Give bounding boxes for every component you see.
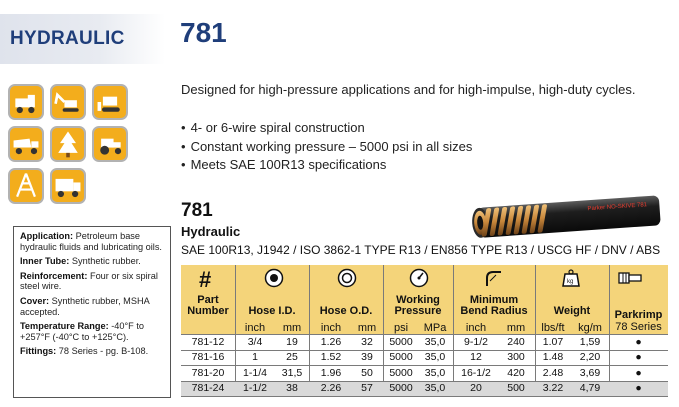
table-row [181, 381, 668, 397]
standards-line: SAE 100R13, J1942 / ISO 3862-1 TYPE R13 / EN856 TYPE R13 / USCG HF / DNV / ABS [181, 243, 661, 257]
table-cell: 1.48 [542, 351, 564, 363]
table-cell: 16-1/2 [461, 366, 491, 379]
specifications-box [13, 226, 171, 398]
table-cell: 9-1/2 [464, 335, 488, 348]
pressure-gauge-icon [409, 268, 429, 288]
col-bend-radius-title [453, 295, 535, 317]
hash-icon: # [199, 267, 212, 292]
table-cell: 3.22 [542, 382, 564, 394]
feature-item: • Constant working pressure – 5000 psi in all sizes [181, 138, 472, 157]
col-title-line: Pressure [394, 305, 442, 317]
row-divider [181, 365, 668, 366]
garbage-truck-icon [50, 168, 86, 204]
col-title-line: Working [396, 294, 440, 306]
table-cell: ● [635, 335, 642, 348]
table-cell: 20 [470, 382, 482, 394]
table-cell: 19 [286, 335, 298, 348]
row-divider [181, 396, 668, 397]
spec-label: Application: [20, 231, 74, 241]
svg-text:kg: kg [567, 279, 574, 285]
table-cell: 32 [361, 335, 373, 348]
category-label: HYDRAULIC [10, 28, 125, 49]
weight-icon [561, 268, 581, 288]
table-cell: 781-24 [191, 382, 225, 394]
table-header [181, 265, 668, 334]
hose-image [466, 192, 661, 242]
unit-label: mm [282, 322, 302, 334]
unit-label: MPa [423, 322, 447, 334]
unit-label: inch [244, 322, 266, 334]
bulldozer-icon [92, 84, 128, 120]
table-cell: 781-20 [191, 366, 225, 379]
construction-truck-icon [8, 84, 44, 120]
table-cell: ● [635, 382, 642, 394]
table-cell: 35,0 [424, 382, 446, 394]
unit-label: inch [320, 322, 342, 334]
spec-value: 78 Series - pg. B-108. [58, 346, 149, 357]
table-cell: 1-1/4 [243, 366, 267, 379]
table-cell: 2,20 [579, 351, 601, 363]
dump-truck-icon [8, 126, 44, 162]
table-cell: 1.07 [542, 335, 564, 348]
spec-value: -40°F to +257°F (-40°C to +125°C). [20, 321, 145, 342]
table-cell: 12 [470, 351, 482, 363]
col-hose-id-title: Hose I.D. [248, 305, 296, 317]
table-cell: 35,0 [424, 351, 446, 363]
hose-label: Parker NO-SKIVE 781 [587, 202, 648, 213]
forestry-tree-icon [50, 126, 86, 162]
application-icons [8, 84, 128, 206]
row-divider [181, 350, 668, 351]
table-cell: 1,59 [579, 335, 601, 348]
feature-item: • Meets SAE 100R13 specifications [181, 156, 472, 175]
spec-label: Reinforcement: [20, 270, 88, 281]
row-divider [181, 381, 668, 382]
drilling-rig-icon [8, 168, 44, 204]
table-cell: 35,0 [424, 335, 446, 348]
col-title-line: Parkrimp [614, 309, 663, 321]
spec-label: Inner Tube: [20, 256, 70, 267]
spec-label: Temperature Range: [20, 321, 109, 332]
col-pressure-title [383, 295, 453, 317]
table-cell: 57 [361, 382, 373, 394]
table-row [181, 365, 668, 381]
table-cell: 500 [507, 382, 525, 394]
temperature-spec [20, 321, 165, 342]
hose-id-icon [264, 268, 284, 288]
feature-item: • 4- or 6-wire spiral construction [181, 119, 472, 138]
reinforcement-spec [20, 271, 165, 292]
table-cell: 35,0 [424, 366, 446, 379]
table-cell: 31,5 [281, 366, 303, 379]
table-cell: 3/4 [247, 335, 263, 348]
bend-radius-icon [483, 268, 503, 288]
table-cell: 240 [507, 335, 525, 348]
table-cell: 781-16 [191, 351, 225, 363]
col-weight-title: Weight [553, 305, 591, 317]
col-title-line: Bend Radius [460, 305, 528, 317]
spec-value: Four or six spiral steel wire. [20, 270, 158, 292]
table-cell: 3,69 [579, 366, 601, 379]
table-cell: 5000 [389, 382, 413, 394]
col-title-line: Part [197, 294, 219, 306]
category-tab [0, 14, 165, 64]
application-spec [20, 231, 165, 252]
table-cell: 300 [507, 351, 525, 363]
table-cell: ● [635, 351, 642, 363]
table-cell: 39 [361, 351, 373, 363]
spec-value: Synthetic rubber. [71, 256, 141, 267]
table-cell: 38 [286, 382, 298, 394]
col-hose-od-title: Hose O.D. [319, 305, 373, 317]
unit-label: lbs/ft [541, 322, 565, 334]
table-cell: 50 [361, 366, 373, 379]
table-cell: 1-1/2 [243, 382, 267, 394]
spec-value: Petroleum base hydraulic fluids and lubricating oils. [20, 231, 162, 252]
tractor-icon [92, 126, 128, 162]
table-cell: 781-12 [191, 335, 225, 348]
product-code: 781 [181, 200, 213, 221]
cover-spec [20, 296, 165, 317]
table-cell: 1 [252, 351, 258, 363]
spec-value: Synthetic rubber, MSHA accepted. [20, 295, 150, 317]
table-cell: 1.96 [320, 366, 342, 379]
fittings-spec [20, 346, 165, 357]
inner-tube-spec [20, 256, 165, 267]
feature-list [181, 119, 472, 175]
col-title-line: Number [187, 305, 229, 317]
col-title-line: 78 Series [615, 321, 662, 333]
col-title-line: Minimum [469, 294, 519, 306]
unit-label: mm [506, 322, 526, 334]
col-part-number-title [181, 295, 235, 317]
table-cell: 1.26 [320, 335, 342, 348]
table-cell: 25 [286, 351, 298, 363]
table-cell: 2.26 [320, 382, 342, 394]
unit-label: kg/m [578, 322, 602, 334]
table-cell: 2.48 [542, 366, 564, 379]
table-row [181, 334, 668, 350]
table-row [181, 350, 668, 366]
row-divider [181, 334, 668, 335]
fitting-icon [617, 268, 645, 288]
spec-label: Cover: [20, 295, 50, 306]
product-description: Designed for high-pressure applications and for high-impulse, high-duty cycles. [181, 82, 636, 97]
table-cell: 420 [507, 366, 525, 379]
page-title: 781 [180, 17, 227, 48]
col-parkrimp-title [609, 309, 668, 333]
table-cell: 5000 [389, 335, 413, 348]
table-cell: 5000 [389, 366, 413, 379]
table-cell: 5000 [389, 351, 413, 363]
table-cell: ● [635, 366, 642, 379]
product-family: Hydraulic [181, 224, 241, 239]
hose-od-icon [337, 268, 357, 288]
table-cell: 4,79 [579, 382, 601, 394]
table-cell: 1.52 [320, 351, 342, 363]
unit-label: mm [357, 322, 377, 334]
unit-label: inch [465, 322, 487, 334]
spec-table [181, 265, 668, 396]
spec-label: Fittings: [20, 346, 57, 357]
excavator-icon [50, 84, 86, 120]
unit-label: psi [393, 322, 409, 334]
